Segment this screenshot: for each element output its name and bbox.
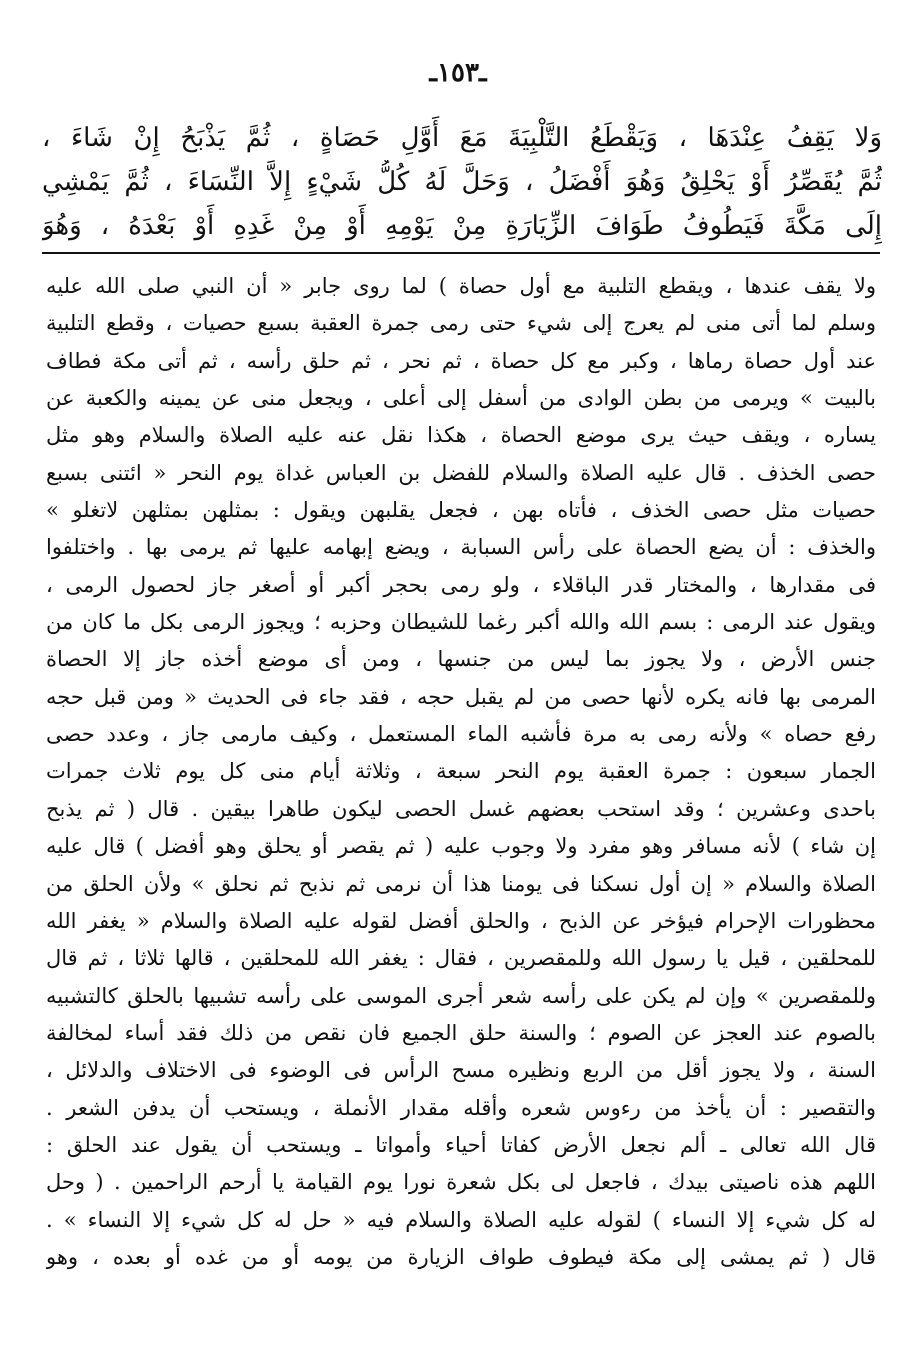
commentary-line: اللهم هذه ناصيتى بيدك ، فاجعل لى بكل شعرة نورا يوم القيامة يا أرحم الراحمين . ( وحل — [46, 1170, 876, 1195]
commentary-line: والتقصير : أن يأخذ من رءوس شعره وأقله مقدار الأنملة ، ويستحب أن يدفن الشعر . — [46, 1095, 876, 1120]
commentary-line: باحدى وعشرين ؛ وقد استحب بعضهم غسل الحصى ليكون طاهرا بيقين . قال ( ثم يذبح — [46, 796, 876, 821]
commentary-line: جنس الأرض ، ولا يجوز بما ليس من جنسها ، ومن أى موضع أخذه جاز إلا الحصاة — [46, 647, 876, 672]
commentary-line: الجمار سبعون : جمرة العقبة يوم النحر سبعة ، وثلاثة أيام منى كل يوم ثلاث جمرات — [46, 759, 876, 784]
main-text-block — [42, 116, 882, 248]
separator-rule — [42, 252, 880, 254]
commentary-line: قال ( ثم يمشى إلى مكة فيطوف طواف الزيارة من يومه أو من غده أو بعده ، وهو — [46, 1244, 876, 1269]
commentary-line: ولا يقف عندها ، ويقطع التلبية مع أول حصاة ) لما روى جابر « أن النبي صلى الله عليه — [46, 274, 876, 298]
commentary-line: حصى الخذف . قال عليه الصلاة والسلام للفضل بن العباس غداة يوم النحر « ائتنى بسبع — [46, 460, 876, 485]
commentary-line: وسلم لما أتى منى لم يعرج إلى شيء حتى رمى جمرة العقبة بسبع حصيات ، وقطع التلبية — [46, 311, 876, 336]
commentary-line: رفع حصاه » ولأنه رمى به مرة فأشبه الماء المستعمل ، وكيف مارمى جاز ، وعدد حصى — [46, 722, 876, 747]
commentary-line: المرمى بها فانه يكره لأنها حصى من لم يقبل حجه ، فقد جاء فى الحديث « ومن قبل حجه — [46, 684, 876, 709]
commentary-line: ويقول عند الرمى : بسم الله والله أكبر رغما للشيطان وحزبه ؛ ويجوز الرمى بكل ما كان من — [46, 610, 876, 635]
commentary-line: قال الله تعالى ـ ألم نجعل الأرض كفاتا أحياء وأمواتا ـ ويستحب أن يقول عند الحلق : — [46, 1132, 876, 1157]
page-number: ـ١٥٣ـ — [429, 58, 487, 88]
commentary-line: الصلاة والسلام « إن أول نسكنا فى يومنا هذا أن نرمى ثم نذبح ثم نحلق » ولأن الحلق من — [46, 871, 876, 896]
main-text-line: ثُمَّ يُقَصِّرُ أَوْ يَحْلِقُ وَهُوَ أَفْضَلُ ، وَحَلَّ لَهُ كُلُّ شَيْءٍ إِلاَّ النِّسَاءَ ، ثُمَّ يَمْشِي — [42, 167, 882, 197]
commentary-line: فى مقدارها ، والمختار قدر الباقلاء ، ولو رمى بحجر أكبر أو أصغر جاز لحصول الرمى ، — [46, 572, 876, 597]
commentary-line: يساره ، ويقف حيث يرى موضع الحصاة ، هكذا نقل عنه عليه الصلاة والسلام وهو مثل — [46, 423, 876, 448]
commentary-line: السنة ، ولا يجوز أقل من الربع ونظيره مسح الرأس فى الوضوء فى الاختلاف والدلائل ، — [46, 1058, 876, 1083]
commentary-line: والخذف : أن يضع الحصاة على رأس السبابة ، ويضع إبهامه عليها ثم يرمى بها . واختلفوا — [46, 535, 876, 560]
commentary-line: إن شاء ) لأنه مسافر وهو مفرد ولا وجوب عليه ( ثم يقصر أو يحلق وهو أفضل ) قال عليه — [46, 834, 876, 859]
commentary-text-block — [46, 268, 876, 1276]
commentary-line: بالصوم عند العجز عن الصوم ؛ والسنة حلق الجميع فان نقص من ذلك فقد أساء لمخالفة — [46, 1020, 876, 1045]
commentary-line: محظورات الإحرام فيؤخر عن الذبح ، والحلق أفضل لقوله عليه الصلاة والسلام « يغفر الله — [46, 908, 876, 933]
commentary-line: للمحلقين ، قيل يا رسول الله وللمقصرين ، فقال : يغفر الله للمحلقين ، قالها ثلاثا ، ثم قال — [46, 946, 876, 971]
commentary-line: له كل شيء إلا النساء ) لقوله عليه الصلاة والسلام فيه « حل له كل شيء إلا النساء » . — [46, 1207, 876, 1232]
main-text-line: وَلا يَقِفُ عِنْدَهَا ، وَيَقْطَعُ التَّلْبِيَةَ مَعَ أَوَّلِ حَصَاةٍ ، ثُمَّ يَذْبَحُ إِنْ شَاءَ ، — [42, 123, 882, 153]
commentary-line: حصيات مثل حصى الخذف ، فأتاه بهن ، فجعل يقلبهن ويقول : بمثلهن بمثلهن لاتغلو » — [46, 498, 876, 523]
main-text-line: إِلَى مَكَّةَ فَيَطُوفُ طَوَافَ الزِّيَارَةِ مِنْ يَوْمِهِ أَوْ مِنْ غَدِهِ أَوْ بَعْدَهُ ، وَهُوَ — [42, 211, 882, 241]
commentary-line: عند أول حصاة رماها ، وكبر مع كل حصاة ، ثم نحر ، ثم حلق رأسه ، ثم أتى مكة فطاف — [46, 348, 876, 373]
commentary-line: وللمقصرين » وإن لم يكن على رأسه شعر أجرى الموسى على رأسه تشبيها بالحلق كالتشبيه — [46, 983, 876, 1008]
commentary-line: بالبيت » ويرمى من بطن الوادى من أسفل إلى أعلى ، ويجعل منى عن يمينه والكعبة عن — [46, 386, 876, 411]
